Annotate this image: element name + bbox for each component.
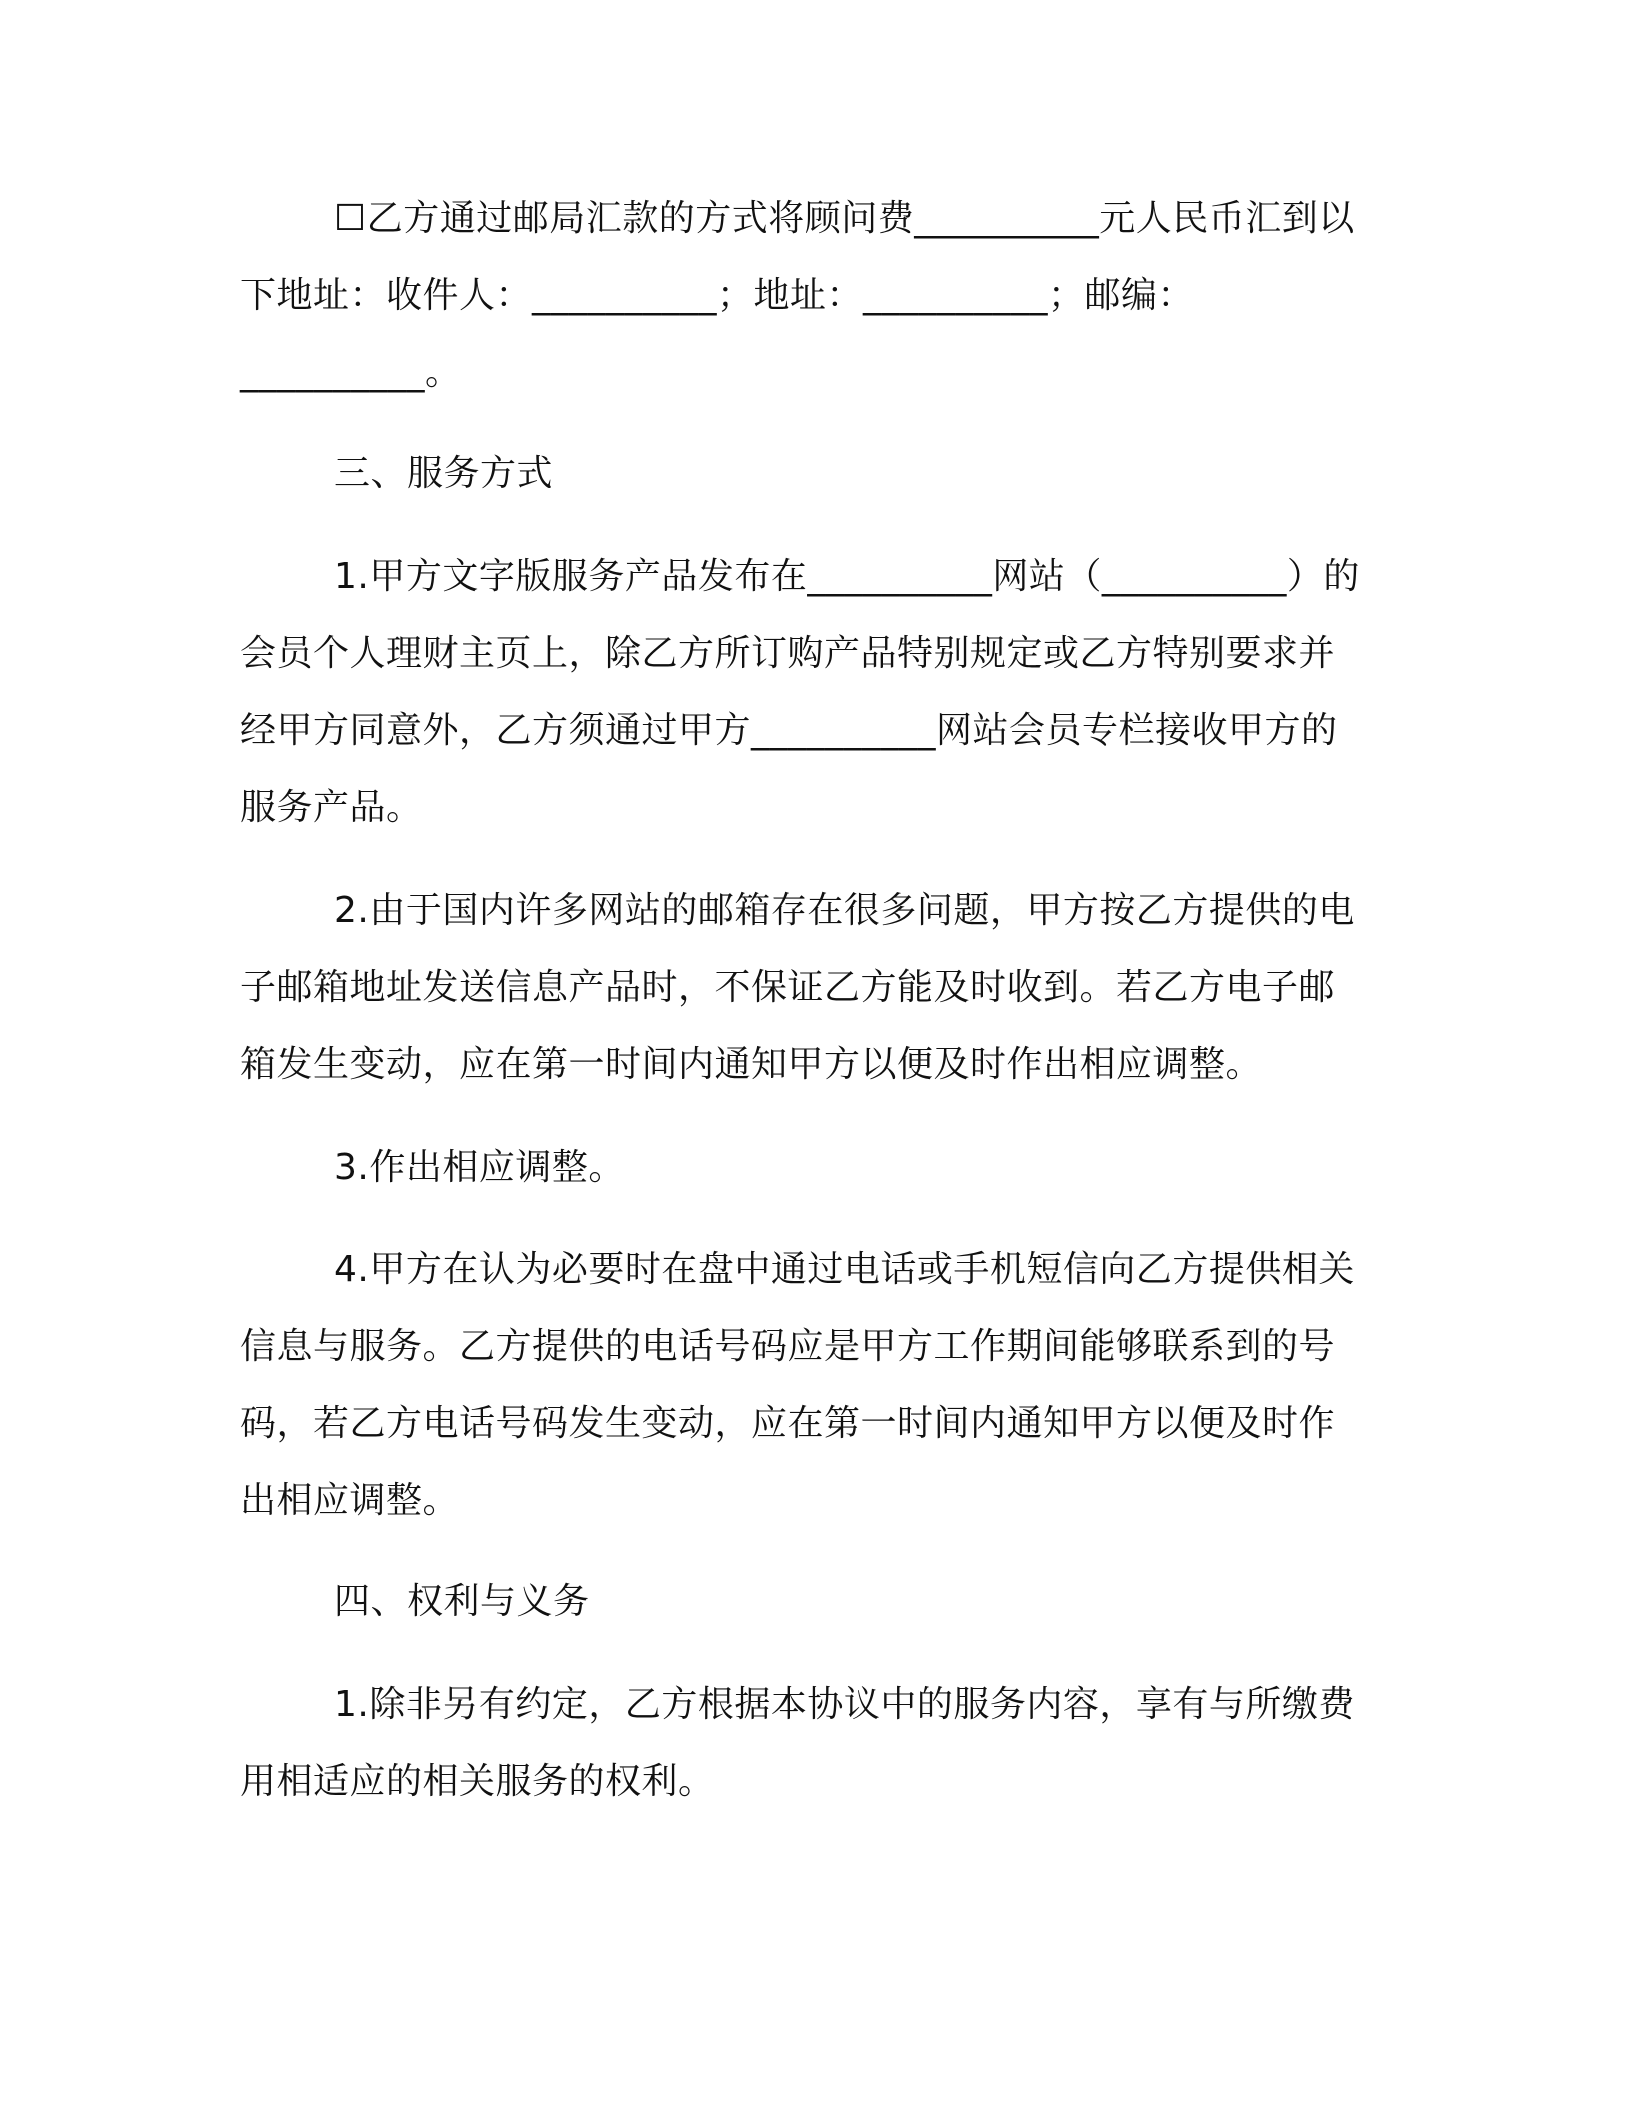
- clause-3-line-1: 3.作出相应调整。: [334, 1147, 625, 1188]
- clause-4-line-1: 4.甲方在认为必要时在盘中通过电话或手机短信向乙方提供相关: [334, 1249, 1355, 1290]
- paragraph-remittance-line-1: ☐乙方通过邮局汇款的方式将顾问费__________元人民币汇到以: [334, 198, 1355, 239]
- clause-4-line-3: 码，若乙方电话号码发生变动，应在第一时间内通知甲方以便及时作: [240, 1403, 1336, 1444]
- rights-clause-1-line-1: 1.除非另有约定，乙方根据本协议中的服务内容，享有与所缴费: [334, 1684, 1355, 1725]
- paragraph-remittance-line-3: __________。: [240, 352, 462, 393]
- rights-clause-1-line-2: 用相适应的相关服务的权利。: [240, 1761, 715, 1802]
- clause-1-line-1: 1.甲方文字版服务产品发布在__________网站（__________）的: [334, 556, 1360, 597]
- clause-2-line-1: 2.由于国内许多网站的邮箱存在很多问题，甲方按乙方提供的电: [334, 890, 1355, 931]
- clause-4-line-2: 信息与服务。乙方提供的电话号码应是甲方工作期间能够联系到的号: [240, 1326, 1336, 1367]
- section-heading-service-method: 三、服务方式: [334, 453, 554, 494]
- clause-2-line-3: 箱发生变动，应在第一时间内通知甲方以便及时作出相应调整。: [240, 1044, 1263, 1085]
- section-heading-rights-obligations: 四、权利与义务: [334, 1581, 590, 1622]
- paragraph-remittance-line-2: 下地址：收件人：__________；地址：__________；邮编：: [240, 275, 1195, 316]
- clause-1-line-4: 服务产品。: [240, 787, 423, 828]
- clause-1-line-3: 经甲方同意外，乙方须通过甲方__________网站会员专栏接收甲方的: [240, 710, 1338, 751]
- clause-2-line-2: 子邮箱地址发送信息产品时，不保证乙方能及时收到。若乙方电子邮: [240, 967, 1336, 1008]
- clause-4-line-4: 出相应调整。: [240, 1480, 460, 1521]
- clause-1-line-2: 会员个人理财主页上，除乙方所订购产品特别规定或乙方特别要求并: [240, 633, 1336, 674]
